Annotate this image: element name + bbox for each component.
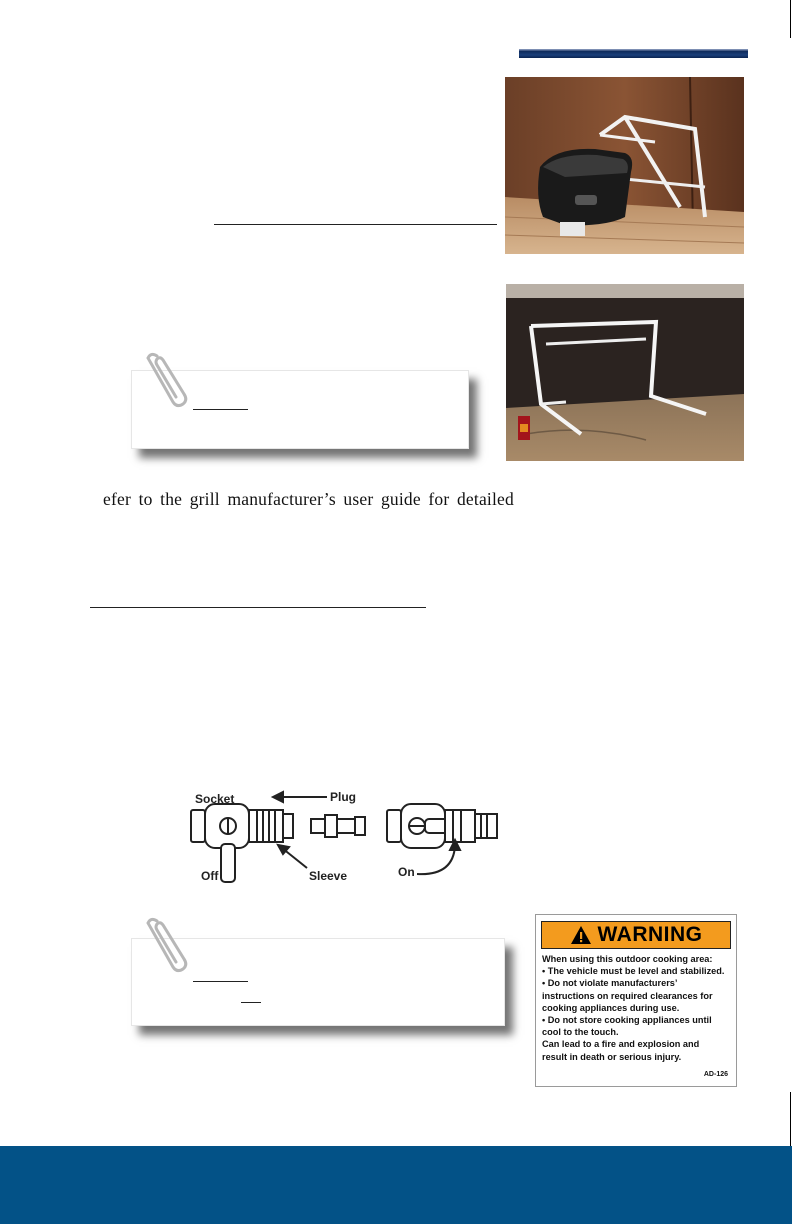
socket-on-drawing [387,804,497,848]
section-underline-1 [214,224,497,225]
warning-line: • Do not violate manufacturers’ [542,978,678,989]
warning-line: result in death or serious injury. [542,1051,682,1062]
footer-band [0,1146,792,1224]
warning-line: • Do not store cooking appliances until [542,1015,712,1026]
crop-mark-bottom [790,1092,791,1146]
warning-line: instructions on required clearances for [542,990,713,1001]
plug-drawing [311,815,365,837]
warning-line: cooking appliances during use. [542,1002,680,1013]
crop-mark-top [790,0,791,38]
warning-banner [541,921,731,949]
warning-line: • The vehicle must be level and stabilized. [542,966,725,977]
grill-stand-photo [505,77,744,254]
label-on: On [398,865,415,879]
note-box-2-underline-a [193,981,248,982]
warning-line: When using this outdoor cooking area: [542,954,713,964]
quick-connect-diagram [185,784,505,888]
note-box-2-underline-b [241,1002,261,1003]
warning-code: AD-126 [703,1071,728,1078]
warning-text [542,953,734,1063]
warning-triangle-icon [570,925,592,945]
label-off: Off [201,869,219,883]
warning-line: Can lead to a fire and explosion and [542,1039,700,1050]
warning-line: cool to the touch. [542,1027,619,1038]
warning-label [535,914,737,1087]
paperclip-icon-2 [143,915,191,975]
note-box-1-underline [193,409,248,410]
section-underline-2 [90,607,426,608]
label-sleeve: Sleeve [309,869,348,883]
warning-heading: WARNING [597,923,703,946]
stand-mounted-photo [506,284,744,461]
header-rule [519,49,748,58]
stand-mounted-photo-illustration [506,284,744,461]
paperclip-icon [143,350,191,410]
body-text-line: efer to the grill manufacturer’s user guide for detailed [103,489,514,509]
grill-stand-photo-illustration [505,77,744,254]
label-socket: Socket [195,792,235,806]
label-plug: Plug [330,790,356,804]
